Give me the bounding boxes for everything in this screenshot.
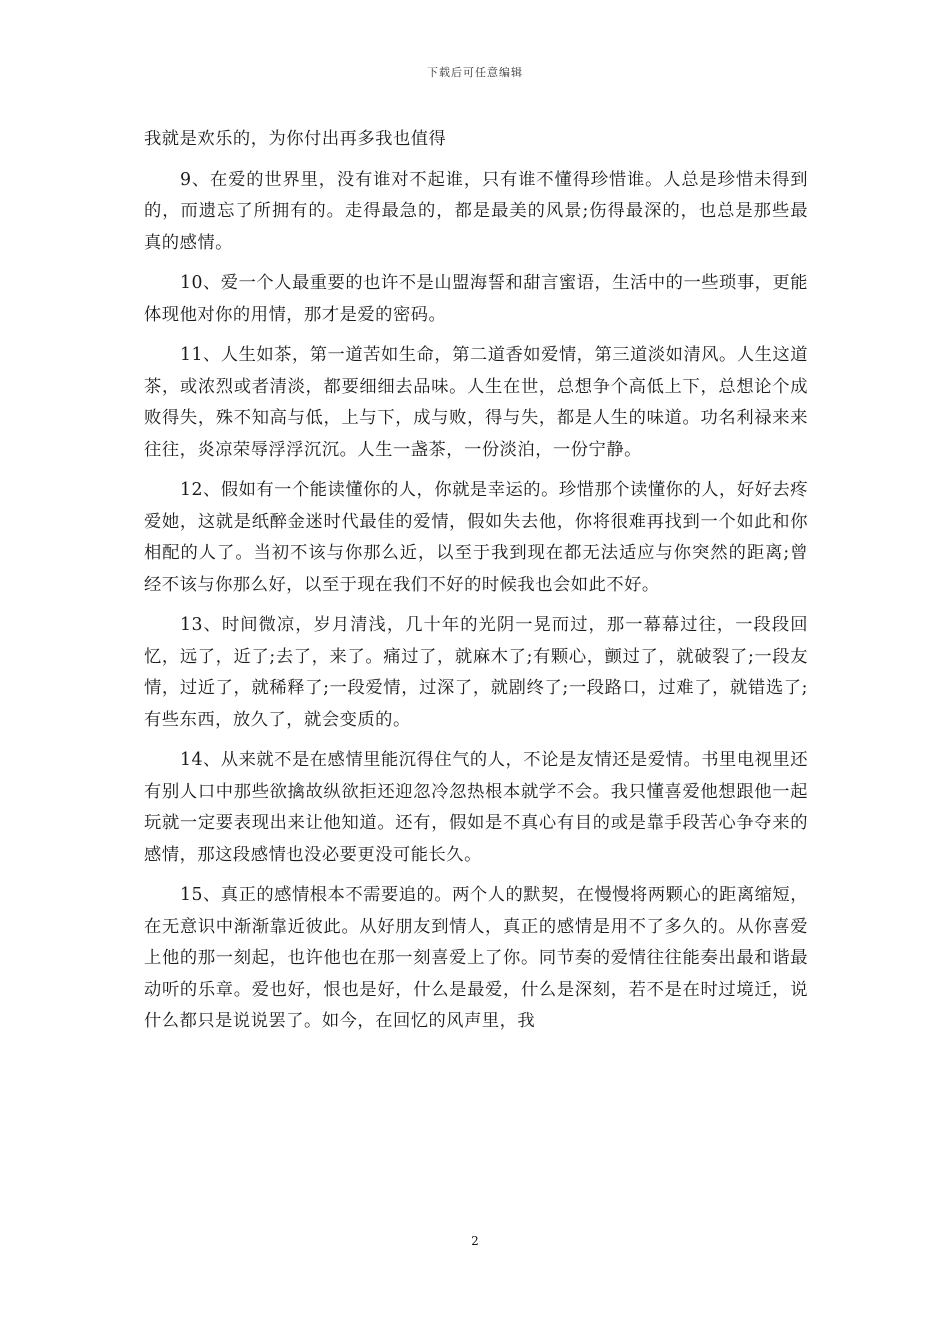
- page-number: 2: [471, 1234, 479, 1248]
- paragraph-continuation: 我就是欢乐的，为你付出再多我也值得: [144, 129, 447, 149]
- paragraph-item-13: 13、时间微凉，岁月清浅，几十年的光阴一晃而过，那一幕幕过往，一段段回忆，远了，近了;去了，来了。痛过了，就麻木了;有颗心，颤过了，就破裂了;一段友情，过近了，就稀释了;一段爱情，过深了，就剧终了;一段路口，过难了，就错选了;有些东西，放久了，就会变质的。: [144, 615, 808, 730]
- paragraph-item-11: 11、人生如茶，第一道苦如生命，第二道香如爱情，第三道淡如清风。人生这道茶，或浓烈或者清淡，都要细细去品味。人生在世，总想争个高低上下，总想论个成败得失，殊不知高与低，上与下，成与败，得与失，都是人生的味道。功名利禄来来往往，炎凉荣辱浮浮沉沉。人生一盏茶，一份淡泊，一份宁静。: [144, 345, 808, 460]
- paragraph-item-12: 12、假如有一个能读懂你的人，你就是幸运的。珍惜那个读懂你的人，好好去疼爱她，这就是纸醉金迷时代最佳的爱情，假如失去他，你将很难再找到一个如此和你相配的人了。当初不该与你那么近，以至于我到现在都无法适应与你突然的距离;曾经不该与你那么好，以至于现在我们不好的时候我也会如此不好。: [144, 480, 808, 595]
- paragraph-item-9: 9、在爱的世界里，没有谁对不起谁，只有谁不懂得珍惜谁。人总是珍惜未得到的，而遗忘了所拥有的。走得最急的，都是最美的风景;伤得最深的，也总是那些最真的感情。: [144, 169, 808, 253]
- paragraph-item-10: 10、爱一个人最重要的也许不是山盟海誓和甜言蜜语，生活中的一些琐事，更能体现他对你的用情，那才是爱的密码。: [144, 273, 808, 325]
- paragraph-item-15: 15、真正的感情根本不需要追的。两个人的默契，在慢慢将两颗心的距离缩短，在无意识中渐渐靠近彼此。从好朋友到情人，真正的感情是用不了多久的。从你喜爱上他的那一刻起，也许他也在那一刻喜爱上了你。同节奏的爱情往往能奏出最和谐最动听的乐章。爱也好，恨也是好，什么是最爱，什么是深刻，若不是在时过境迁，说什么都只是说说罢了。如今，在回忆的风声里，我: [144, 885, 808, 1031]
- document-body: [144, 124, 808, 1047]
- page-header: 下载后可任意编辑: [427, 66, 523, 79]
- paragraph-item-14: 14、从来就不是在感情里能沉得住气的人，不论是友情还是爱情。书里电视里还有别人口中那些欲擒故纵欲拒还迎忽冷忽热根本就学不会。我只懂喜爱他想跟他一起玩就一定要表现出来让他知道。还有，假如是不真心有目的或是靠手段苦心争夺来的感情，那这段感情也没必要更没可能长久。: [144, 750, 808, 865]
